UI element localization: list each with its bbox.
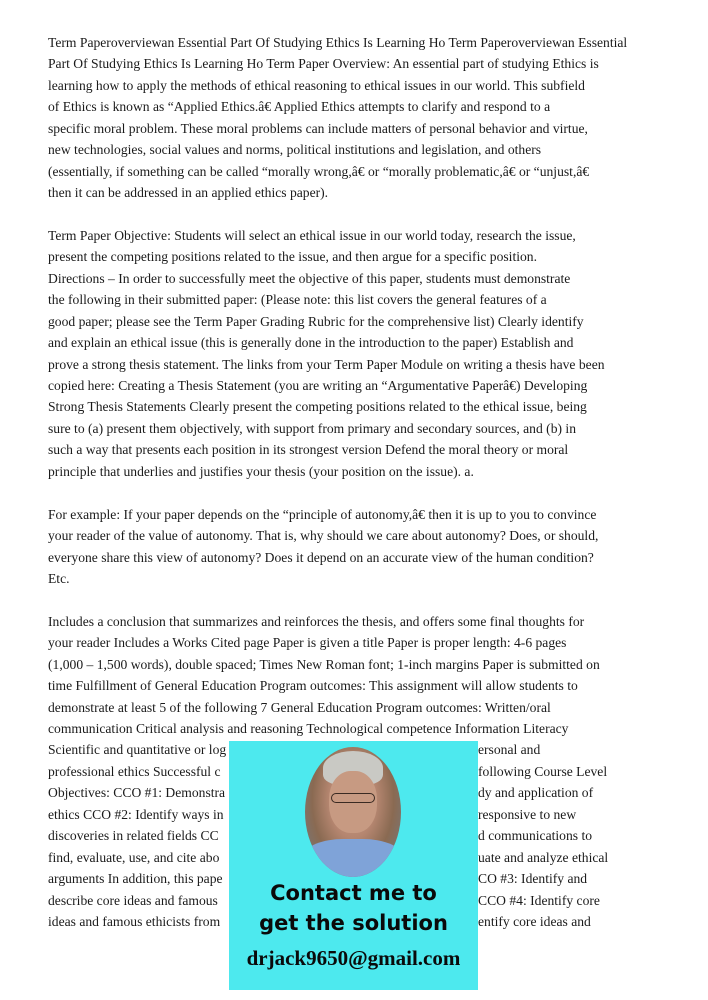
text-line: For example: If your paper depends on the “principle of autonomy,â€ then it is up to you to convince (48, 506, 597, 522)
text-fragment-right: following Course Level (478, 763, 608, 779)
text-fragment-right: d communications to (478, 828, 593, 844)
text-line: good paper; please see the Term Paper Grading Rubric for the comprehensive list) Clearly identify (48, 313, 584, 329)
text-line: everyone share this view of autonomy? Does it depend on an accurate view of the human condition? (48, 549, 594, 565)
text-line: your reader Includes a Works Cited page Paper is given a title Paper is proper length: 4-6 pages (48, 635, 567, 651)
text-line: Directions – In order to successfully meet the objective of this paper, students must demonstrate (48, 270, 571, 286)
promo-email[interactable]: drjack9650@gmail.com (246, 946, 461, 970)
text-line: the following in their submitted paper: (Please note: this list covers the general features of a (48, 292, 547, 308)
text-fragment-left: professional ethics Successful c (48, 763, 221, 779)
text-fragment-right: responsive to new (478, 806, 577, 822)
text-line: time Fulfillment of General Education Program outcomes: This assignment will allow students to (48, 678, 578, 694)
text-line: learning how to apply the methods of ethical reasoning to ethical issues in our world. This subfield (48, 77, 585, 93)
text-line: communication Critical analysis and reasoning Technological competence Information Literacy (48, 721, 569, 736)
text-fragment-right: entify core ideas and (478, 913, 591, 929)
text-fragment-left: find, evaluate, use, and cite abo (48, 849, 220, 865)
text-line: (1,000 – 1,500 words), double spaced; Times New Roman font; 1-inch margins Paper is submitted on (48, 656, 600, 672)
text-fragment-left: ideas and famous ethicists from (48, 913, 221, 929)
text-line: of Ethics is known as “Applied Ethics.â€ Applied Ethics attempts to clarify and respond to a (48, 99, 551, 115)
text-fragment-left: arguments In addition, this pape (48, 871, 223, 887)
text-line: present the competing positions related to the issue, and then argue for a specific position. (48, 249, 537, 265)
text-line: Term Paper Objective: Students will select an ethical issue in our world today, research the issue, (48, 227, 576, 243)
text-fragment-left: discoveries in related fields CC (48, 828, 219, 844)
text-line: your reader of the value of autonomy. That is, why should we care about autonomy? Does, or should, (48, 528, 599, 544)
text-fragment-right: ersonal and (478, 742, 541, 758)
promo-headline-line1: Contact me to (270, 881, 437, 905)
text-fragment-left: Scientific and quantitative or log (48, 742, 227, 758)
text-fragment-left: describe core ideas and famous (48, 892, 218, 908)
text-line: Strong Thesis Statements Clearly present the competing positions related to the ethical issue, being (48, 399, 587, 415)
text-fragment-right: CO #3: Identify and (478, 871, 588, 887)
paragraph (48, 32, 688, 204)
text-line: Includes a conclusion that summarizes and reinforces the thesis, and offers some final thoughts for (48, 613, 585, 629)
text-fragment-right: uate and analyze ethical (478, 849, 609, 865)
text-line: sure to (a) present them objectively, with support from primary and secondary sources, and (b) in (48, 420, 576, 436)
text-fragment-right: CCO #4: Identify core (478, 892, 600, 908)
text-line: Etc. (48, 570, 70, 586)
promo-headline-line2: get the solution (259, 911, 448, 935)
text-fragment-right: dy and application of (478, 785, 594, 801)
text-line: then it can be addressed in an applied ethics paper). (48, 185, 329, 201)
paragraph (48, 504, 688, 590)
text-line: specific moral problem. These moral problems can include matters of personal behavior and virtue, (48, 120, 588, 136)
text-line: principle that underlies and justifies your thesis (your position on the issue). a. (48, 463, 474, 479)
text-line: prove a strong thesis statement. The links from your Term Paper Module on writing a thesis have been (48, 356, 605, 372)
text-fragment-left: ethics CCO #2: Identify ways in (48, 806, 224, 822)
author-photo (305, 747, 401, 877)
text-line: copied here: Creating a Thesis Statement (you are writing an “Argumentative Paperâ€) Developing (48, 378, 588, 393)
text-line: Term Paperoverviewan Essential Part Of Studying Ethics Is Learning Ho Term Paperoverviewan Essential (48, 35, 628, 50)
text-line: (essentially, if something can be called “morally wrong,â€ or “morally problematic,â€ or “unjust,â€ (48, 163, 590, 179)
text-line: new technologies, social values and norms, political institutions and legislation, and others (48, 142, 542, 158)
text-line: Part Of Studying Ethics Is Learning Ho Term Paper Overview: An essential part of studying Ethics is (48, 56, 599, 72)
contact-promo-overlay (229, 741, 478, 990)
text-line: and explain an ethical issue (this is generally done in the introduction to the paper) Establish and (48, 335, 574, 351)
text-line: demonstrate at least 5 of the following 7 General Education Program outcomes: Written/oral (48, 699, 551, 715)
text-fragment-left: Objectives: CCO #1: Demonstra (48, 785, 226, 801)
paragraph (48, 225, 688, 482)
text-line: such a way that presents each position in its strongest version Defend the moral theory or moral (48, 442, 569, 458)
